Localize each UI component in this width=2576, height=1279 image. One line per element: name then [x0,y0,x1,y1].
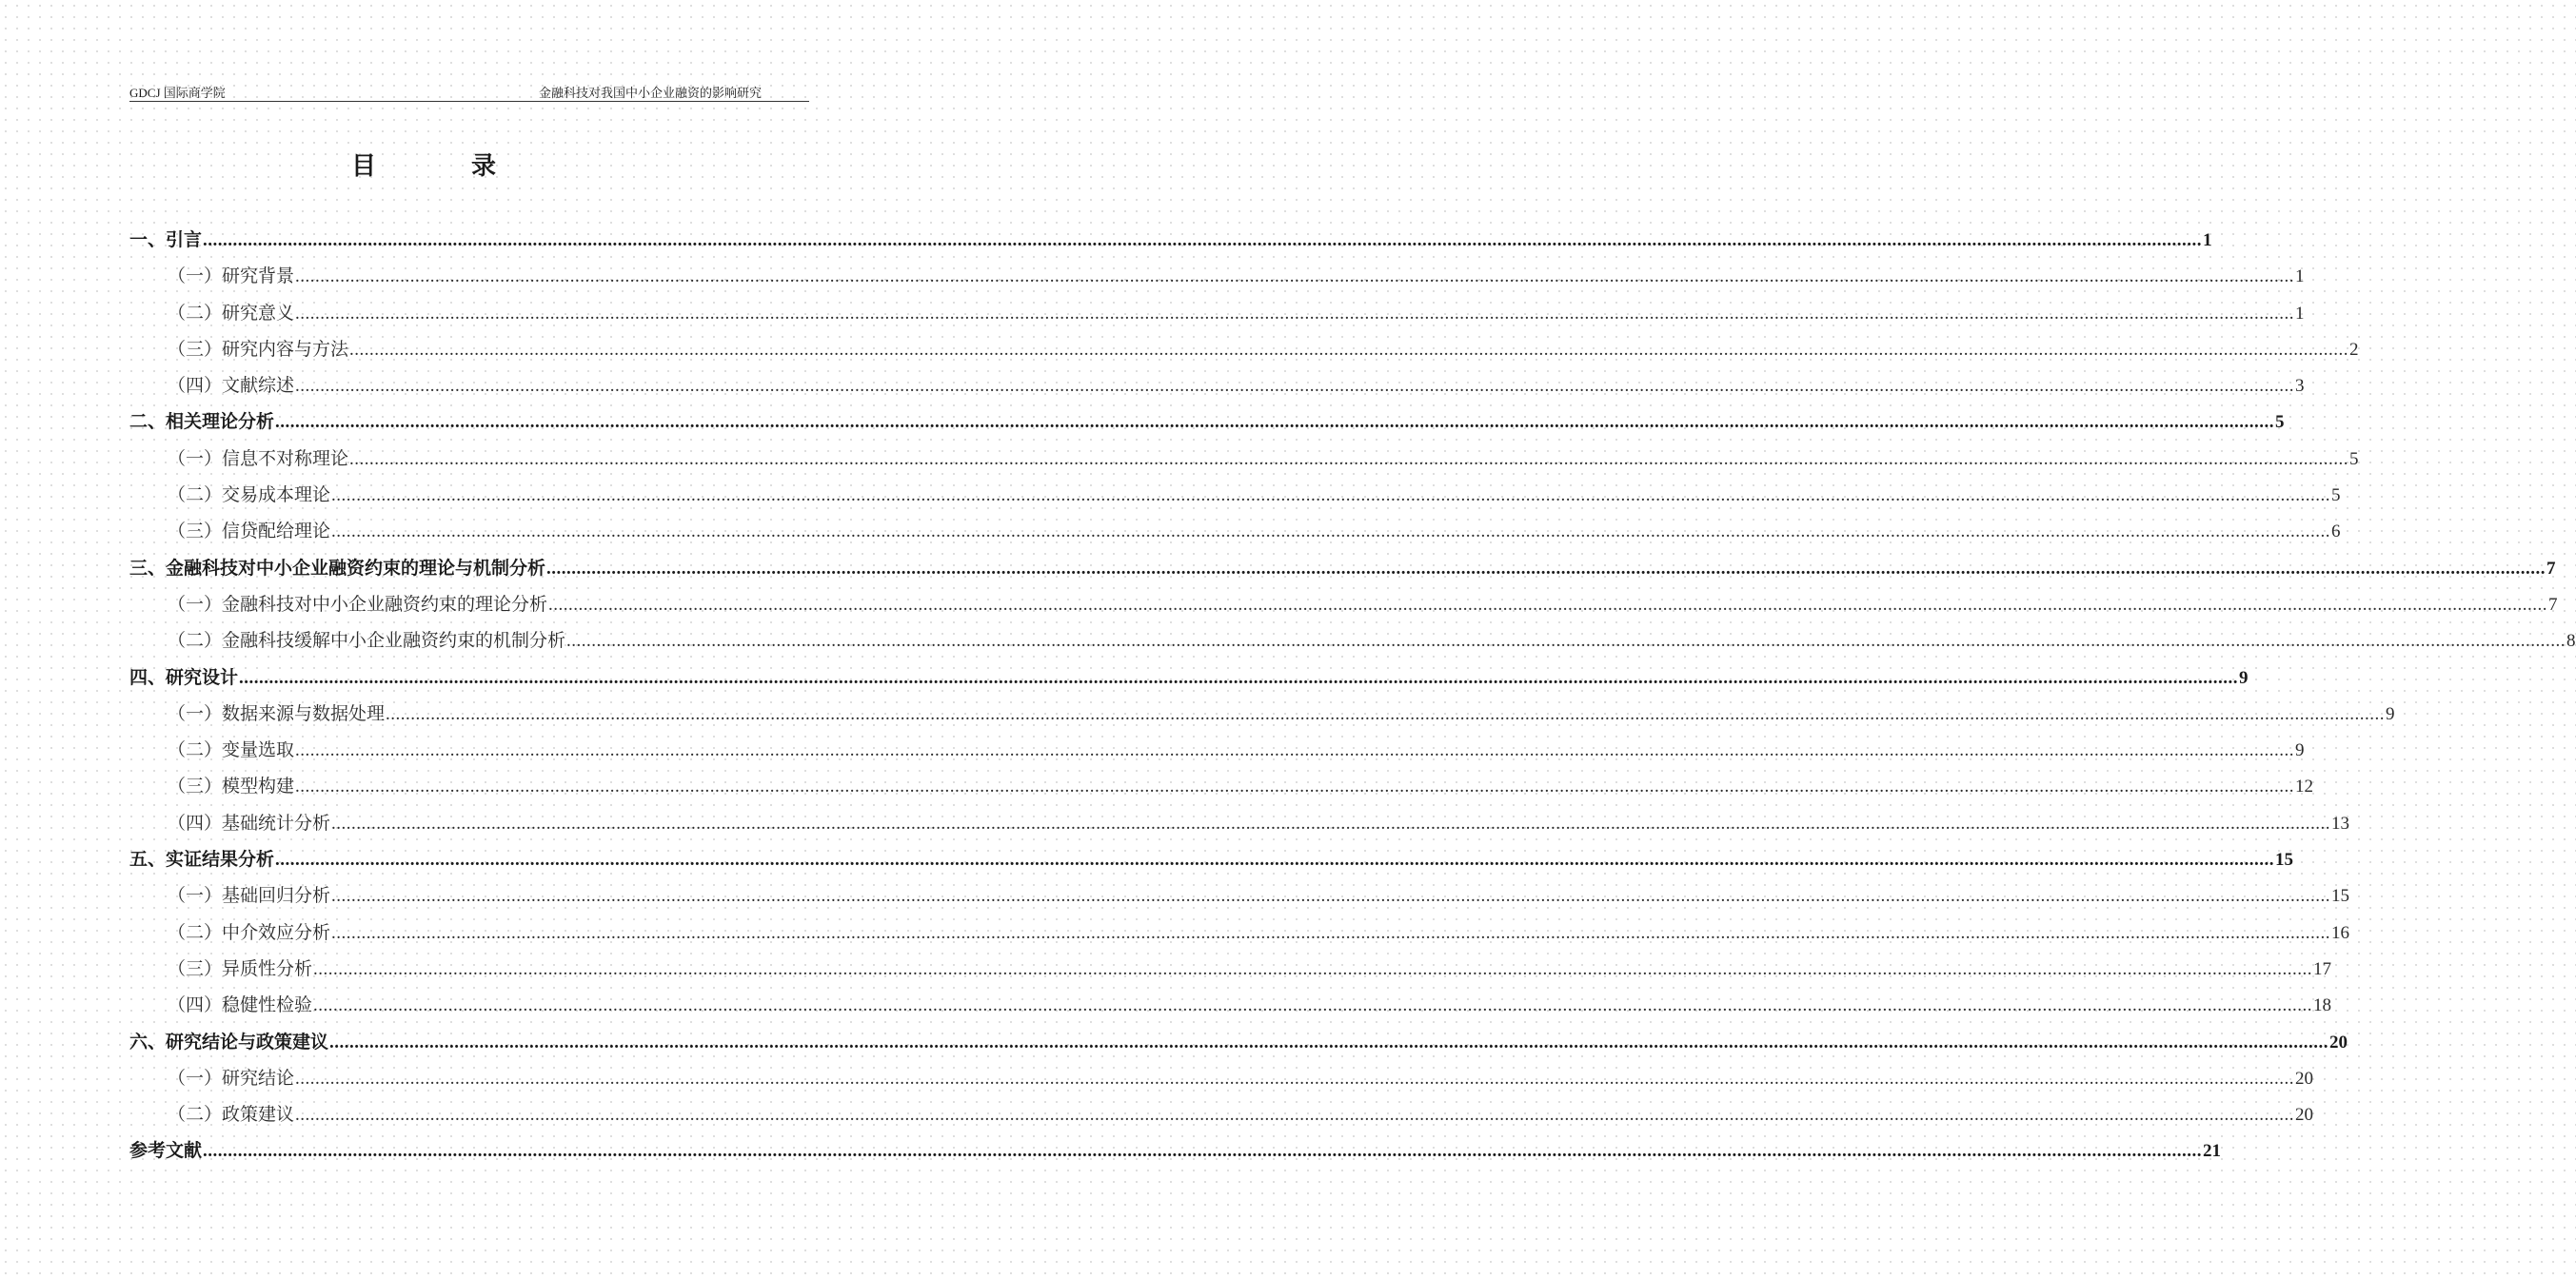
toc-page-number: 9 [2239,667,2249,688]
toc-chapter-entry[interactable] [129,403,2285,440]
toc-section-entry[interactable] [129,295,2305,331]
toc-page-number: 1 [2295,266,2305,287]
toc-page-number: 7 [2546,558,2556,579]
toc-entry-title: （四）文献综述 [168,375,295,397]
header-institution: GDCJ 国际商学院 [129,86,226,100]
toc-page-number: 20 [2295,1105,2314,1126]
toc-section-entry[interactable] [129,367,2305,403]
toc-dot-leader: ................................................................................................................................................................................................................................................................................................................................................................................................................ [331,521,2331,542]
table-of-contents [129,222,2576,1170]
toc-entry-title: （四）稳健性检验 [168,994,313,1016]
toc-section-entry[interactable] [129,441,2359,477]
toc-section-entry[interactable] [129,877,2350,914]
toc-page-number: 5 [2275,412,2285,433]
toc-page-number: 20 [2295,1068,2314,1089]
toc-entry-title: （一）数据来源与数据处理 [168,702,386,724]
toc-dot-leader: ................................................................................................................................................................................................................................................................................................................................................................................................................ [295,1105,2295,1126]
toc-dot-leader: ................................................................................................................................................................................................................................................................................................................................................................................................................ [546,558,2546,579]
toc-page-number: 17 [2313,958,2332,979]
toc-section-entry[interactable] [129,477,2341,513]
toc-chapter-entry[interactable] [129,841,2294,877]
toc-section-entry[interactable] [129,768,2314,804]
toc-dot-leader: ................................................................................................................................................................................................................................................................................................................................................................................................................ [295,1068,2295,1089]
toc-section-entry[interactable] [129,951,2332,987]
toc-dot-leader: ................................................................................................................................................................................................................................................................................................................................................................................................................ [275,850,2275,871]
toc-page-number: 7 [2548,594,2558,615]
toc-section-entry[interactable] [129,258,2305,294]
toc-dot-leader: ................................................................................................................................................................................................................................................................................................................................................................................................................ [203,1141,2203,1162]
toc-page-number: 18 [2313,995,2332,1016]
toc-section-entry[interactable] [129,805,2350,841]
toc-page-number: 21 [2203,1141,2222,1162]
toc-entry-title: 二、相关理论分析 [129,411,275,433]
toc-dot-leader: ................................................................................................................................................................................................................................................................................................................................................................................................................ [239,667,2239,688]
toc-page-number: 20 [2329,1032,2348,1053]
toc-dot-leader: ................................................................................................................................................................................................................................................................................................................................................................................................................ [295,303,2295,324]
toc-entry-title: 一、引言 [129,229,203,250]
toc-entry-title: （一）研究结论 [168,1067,295,1089]
toc-entry-title: （三）模型构建 [168,776,295,797]
toc-dot-leader: ................................................................................................................................................................................................................................................................................................................................................................................................................ [295,376,2295,397]
toc-dot-leader: ................................................................................................................................................................................................................................................................................................................................................................................................................ [313,995,2313,1016]
toc-entry-title: （三）异质性分析 [168,957,313,979]
toc-page-number: 5 [2331,485,2341,506]
toc-page-number: 9 [2295,740,2305,761]
toc-entry-title: 三、金融科技对中小企业融资约束的理论与机制分析 [129,557,546,579]
toc-page-number: 3 [2295,376,2305,397]
toc-entry-title: 参考文献 [129,1140,203,1162]
toc-entry-title: （二）交易成本理论 [168,484,331,506]
toc-section-entry[interactable] [129,586,2558,622]
toc-section-entry[interactable] [129,622,2576,659]
toc-section-entry[interactable] [129,915,2350,951]
toc-section-entry[interactable] [129,732,2305,768]
toc-section-entry[interactable] [129,331,2359,367]
toc-dot-leader: ................................................................................................................................................................................................................................................................................................................................................................................................................ [295,740,2295,761]
toc-section-entry[interactable] [129,696,2395,732]
toc-entry-title: （一）金融科技对中小企业融资约束的理论分析 [168,593,548,615]
toc-page-number: 9 [2386,703,2395,724]
toc-section-entry[interactable] [129,513,2341,549]
toc-entry-title: （二）金融科技缓解中小企业融资约束的机制分析 [168,630,566,652]
toc-entry-title: 五、实证结果分析 [129,849,275,871]
toc-page-number: 5 [2349,448,2359,469]
header-thesis-title: 金融科技对我国中小企业融资的影响研究 [538,87,762,101]
toc-entry-title: （一）信息不对称理论 [168,447,349,469]
toc-entry-title: 四、研究设计 [129,666,239,688]
toc-page-number: 15 [2331,886,2350,907]
toc-page-number: 12 [2295,777,2314,797]
toc-dot-leader: ................................................................................................................................................................................................................................................................................................................................................................................................................ [331,485,2331,506]
toc-page-number: 6 [2331,521,2341,542]
toc-entry-title: （三）信贷配给理论 [168,521,331,542]
toc-page-number: 16 [2331,922,2350,943]
toc-entry-title: （二）中介效应分析 [168,921,331,943]
toc-page-number: 8 [2566,631,2576,652]
toc-dot-leader: ................................................................................................................................................................................................................................................................................................................................................................................................................ [203,230,2203,250]
toc-entry-title: （一）研究背景 [168,266,295,287]
toc-page-number: 2 [2349,339,2359,360]
toc-dot-leader: ................................................................................................................................................................................................................................................................................................................................................................................................................ [331,886,2331,907]
toc-page-number: 13 [2331,813,2350,834]
toc-chapter-entry[interactable] [129,550,2556,586]
toc-section-entry[interactable] [129,1096,2314,1132]
toc-dot-leader: ................................................................................................................................................................................................................................................................................................................................................................................................................ [566,631,2566,652]
toc-dot-leader: ................................................................................................................................................................................................................................................................................................................................................................................................................ [295,266,2295,287]
toc-chapter-entry[interactable] [129,1132,2222,1169]
toc-page-number: 1 [2203,230,2212,250]
toc-entry-title: （二）研究意义 [168,302,295,324]
page-header [129,82,809,102]
toc-dot-leader: ................................................................................................................................................................................................................................................................................................................................................................................................................ [275,412,2275,433]
toc-dot-leader: ................................................................................................................................................................................................................................................................................................................................................................................................................ [349,339,2349,360]
toc-page-number: 15 [2275,850,2294,871]
toc-entry-title: （二）变量选取 [168,739,295,761]
toc-entry-title: （一）基础回归分析 [168,885,331,907]
toc-page-number: 1 [2295,303,2305,324]
toc-entry-title: 六、研究结论与政策建议 [129,1031,329,1053]
toc-entry-title: （二）政策建议 [168,1104,295,1126]
toc-dot-leader: ................................................................................................................................................................................................................................................................................................................................................................................................................ [313,958,2313,979]
toc-entry-title: （四）基础统计分析 [168,812,331,834]
toc-section-entry[interactable] [129,987,2332,1023]
toc-dot-leader: ................................................................................................................................................................................................................................................................................................................................................................................................................ [548,594,2548,615]
toc-title: 目录 [350,152,591,181]
toc-dot-leader: ................................................................................................................................................................................................................................................................................................................................................................................................................ [331,813,2331,834]
toc-dot-leader: ................................................................................................................................................................................................................................................................................................................................................................................................................ [331,922,2331,943]
toc-dot-leader: ................................................................................................................................................................................................................................................................................................................................................................................................................ [295,777,2295,797]
toc-section-entry[interactable] [129,1060,2314,1096]
toc-chapter-entry[interactable] [129,222,2212,258]
toc-dot-leader: ................................................................................................................................................................................................................................................................................................................................................................................................................ [329,1032,2329,1053]
toc-dot-leader: ................................................................................................................................................................................................................................................................................................................................................................................................................ [386,703,2386,724]
toc-chapter-entry[interactable] [129,659,2249,696]
toc-chapter-entry[interactable] [129,1024,2348,1060]
toc-entry-title: （三）研究内容与方法 [168,338,349,360]
toc-dot-leader: ................................................................................................................................................................................................................................................................................................................................................................................................................ [349,448,2349,469]
